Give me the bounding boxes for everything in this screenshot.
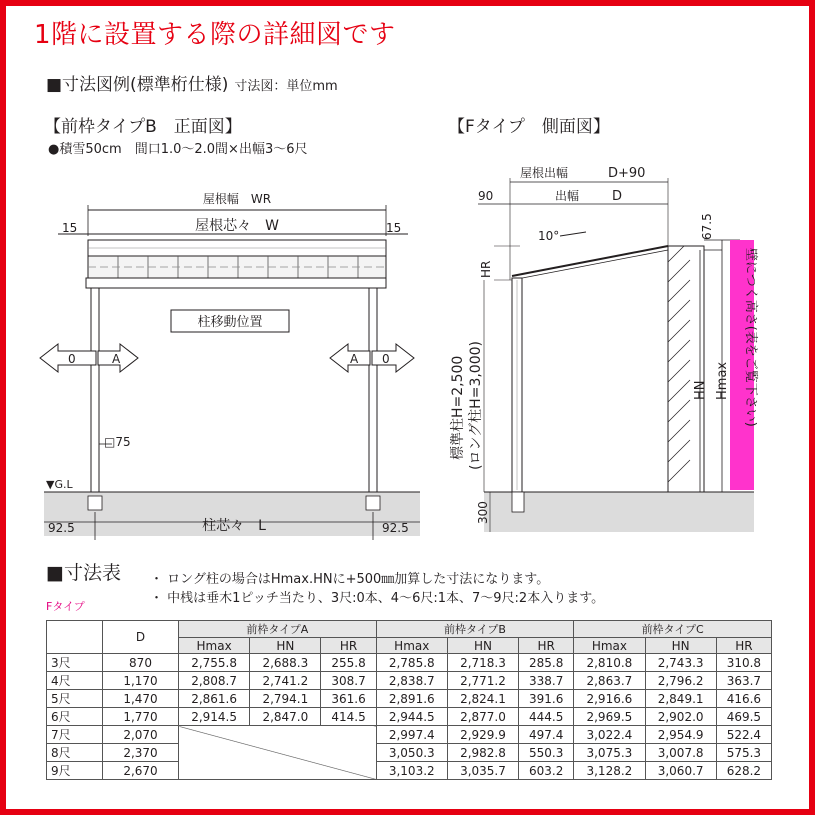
projection-value: D	[612, 189, 623, 204]
left-footing	[88, 496, 102, 510]
left-arrow-0-label: 0	[68, 352, 76, 366]
right-post	[369, 288, 377, 496]
post-move-label: 柱移動位置	[197, 315, 263, 330]
front-offset-value: 90	[478, 189, 494, 203]
top-dim-value: 67.5	[700, 213, 714, 240]
table-cell: 497.4	[519, 726, 574, 744]
left-post	[91, 288, 99, 496]
table-cell: 361.6	[321, 690, 376, 708]
d-value: 1,470	[103, 690, 179, 708]
unavailable-cell	[179, 726, 377, 780]
table-group-header-row	[47, 621, 772, 638]
d-value: 1,170	[103, 672, 179, 690]
table-cell: 2,914.5	[179, 708, 250, 726]
hn-label: HN	[693, 380, 708, 400]
row-label: 6尺	[47, 708, 103, 726]
row-label: 8尺	[47, 744, 103, 762]
table-cell: 3,060.7	[645, 762, 716, 780]
post-height-label: 標準柱H=2,500	[450, 355, 466, 460]
table-cell: 2,808.7	[179, 672, 250, 690]
roof-projection-label: 屋根出幅	[520, 166, 569, 180]
table-cell: 2,838.7	[376, 672, 447, 690]
table-cell: 310.8	[716, 654, 771, 672]
table-row	[47, 762, 772, 780]
table-cell: 603.2	[519, 762, 574, 780]
table-cell: 469.5	[716, 708, 771, 726]
subheader-hn: HN	[645, 638, 716, 654]
corner-cell	[47, 621, 103, 654]
table-cell: 3,128.2	[574, 762, 645, 780]
side-view-drawing	[449, 165, 759, 532]
d-value: 2,070	[103, 726, 179, 744]
right-arrow-a-label: A	[350, 352, 359, 366]
table-cell: 3,007.8	[645, 744, 716, 762]
table-cell: 2,771.2	[447, 672, 518, 690]
d-value: 2,370	[103, 744, 179, 762]
table-cell: 2,969.5	[574, 708, 645, 726]
group-header-a: 前枠タイプA	[179, 621, 377, 638]
right-overhang-value: 15	[386, 221, 402, 235]
d-value: 870	[103, 654, 179, 672]
table-cell: 2,810.8	[574, 654, 645, 672]
side-footing	[512, 492, 524, 512]
subheader-hmax: Hmax	[574, 638, 645, 654]
f-type-label: Fタイプ	[46, 600, 85, 613]
front-view-drawing	[40, 191, 420, 540]
left-arrow-a-label: A	[112, 352, 121, 366]
row-label: 7尺	[47, 726, 103, 744]
table-cell: 255.8	[321, 654, 376, 672]
group-header-c: 前枠タイプC	[574, 621, 772, 638]
table-cell: 2,861.6	[179, 690, 250, 708]
subheader-hn: HN	[447, 638, 518, 654]
row-label: 4尺	[47, 672, 103, 690]
note-long-post: ・ ロング柱の場合はHmax.HNに+500㎜加算した寸法になります。	[150, 572, 550, 587]
dimension-table	[46, 620, 772, 780]
front-view-condition: ●積雪50cm 間口1.0～2.0間×出幅3～6尺	[48, 142, 308, 157]
table-cell: 2,741.2	[250, 672, 321, 690]
right-footing	[366, 496, 380, 510]
row-label: 5尺	[47, 690, 103, 708]
table-cell: 2,916.6	[574, 690, 645, 708]
table-cell: 2,929.9	[447, 726, 518, 744]
note-mid-rail: ・ 中桟は垂木1ピッチ当たり、3尺:0本、4～6尺:1本、7～9尺:2本入ります。	[150, 591, 605, 606]
table-cell: 414.5	[321, 708, 376, 726]
subheader-hr: HR	[716, 638, 771, 654]
d-value: 2,670	[103, 762, 179, 780]
table-cell: 2,954.9	[645, 726, 716, 744]
subheader-hmax: Hmax	[179, 638, 250, 654]
table-cell: 522.4	[716, 726, 771, 744]
table-cell: 308.7	[321, 672, 376, 690]
roof-core-label: 屋根芯々 W	[195, 218, 279, 234]
table-cell: 2,794.1	[250, 690, 321, 708]
table-cell: 550.3	[519, 744, 574, 762]
embed-depth-value: 300	[476, 501, 490, 524]
row-label: 3尺	[47, 654, 103, 672]
table-cell: 338.7	[519, 672, 574, 690]
gl-label: ▼G.L	[46, 478, 73, 491]
left-offset-value: 92.5	[48, 521, 75, 535]
roof-projection-value: D+90	[608, 166, 646, 181]
side-view-heading: 【Fタイプ 側面図】	[448, 117, 610, 137]
table-cell: 3,103.2	[376, 762, 447, 780]
table-row	[47, 672, 772, 690]
table-cell: 2,824.1	[447, 690, 518, 708]
table-cell: 2,785.8	[376, 654, 447, 672]
subheader-hr: HR	[519, 638, 574, 654]
hmax-label: Hmax	[715, 361, 730, 400]
table-cell: 2,997.4	[376, 726, 447, 744]
hr-label: HR	[479, 260, 493, 278]
right-offset-value: 92.5	[382, 521, 409, 535]
table-cell: 2,743.3	[645, 654, 716, 672]
table-cell: 2,849.1	[645, 690, 716, 708]
table-cell: 575.3	[716, 744, 771, 762]
post-size-label: □75	[104, 435, 131, 449]
table-cell: 3,035.7	[447, 762, 518, 780]
table-cell: 3,050.3	[376, 744, 447, 762]
table-cell: 2,847.0	[250, 708, 321, 726]
table-cell: 285.8	[519, 654, 574, 672]
table-cell: 2,688.3	[250, 654, 321, 672]
table-cell: 416.6	[716, 690, 771, 708]
table-row	[47, 708, 772, 726]
d-header: D	[103, 621, 179, 654]
table-cell: 2,944.5	[376, 708, 447, 726]
wall	[668, 246, 704, 492]
table-row	[47, 744, 772, 762]
section-dimension-table: ■寸法表	[46, 562, 121, 584]
long-post-height-label: (ロング柱H=3,000)	[468, 341, 484, 470]
table-cell: 444.5	[519, 708, 574, 726]
roof-width-label: 屋根幅 WR	[202, 192, 272, 206]
table-cell: 3,075.3	[574, 744, 645, 762]
table-row	[47, 690, 772, 708]
left-overhang-value: 15	[62, 221, 78, 235]
table-cell: 2,863.7	[574, 672, 645, 690]
table-cell: 2,982.8	[447, 744, 518, 762]
table-cell: 628.2	[716, 762, 771, 780]
subheader-hn: HN	[250, 638, 321, 654]
front-beam	[86, 278, 386, 288]
table-cell: 391.6	[519, 690, 574, 708]
table-cell: 3,022.4	[574, 726, 645, 744]
group-header-b: 前枠タイプB	[376, 621, 574, 638]
table-cell: 363.7	[716, 672, 771, 690]
section-heading: ■寸法図例(標準桁仕様)	[46, 75, 229, 95]
right-arrow-0-label: 0	[382, 352, 390, 366]
table-cell: 2,755.8	[179, 654, 250, 672]
projection-label: 出幅	[555, 189, 580, 203]
table-cell: 2,796.2	[645, 672, 716, 690]
subheader-hr: HR	[321, 638, 376, 654]
table-row	[47, 726, 772, 744]
table-notes	[150, 570, 604, 608]
table-cell: 2,891.6	[376, 690, 447, 708]
wall-note: 壁につく高さ(表をご覧下さい)	[743, 248, 758, 427]
post-core-label: 柱芯々 L	[202, 518, 266, 534]
page-title: 1階に設置する際の詳細図です	[34, 20, 396, 50]
side-roof-line	[512, 246, 668, 276]
unit-note: 寸法図：単位mm	[234, 79, 338, 94]
table-cell: 2,718.3	[447, 654, 518, 672]
table-cell: 2,902.0	[645, 708, 716, 726]
subheader-hmax: Hmax	[376, 638, 447, 654]
right-arrow-0-icon	[372, 344, 414, 372]
table-row	[47, 654, 772, 672]
row-label: 9尺	[47, 762, 103, 780]
table-cell: 2,877.0	[447, 708, 518, 726]
slope-label: 10°	[538, 229, 560, 243]
side-ground-area	[484, 492, 754, 532]
front-view-heading: 【前枠タイプB 正面図】	[44, 117, 242, 137]
d-value: 1,770	[103, 708, 179, 726]
